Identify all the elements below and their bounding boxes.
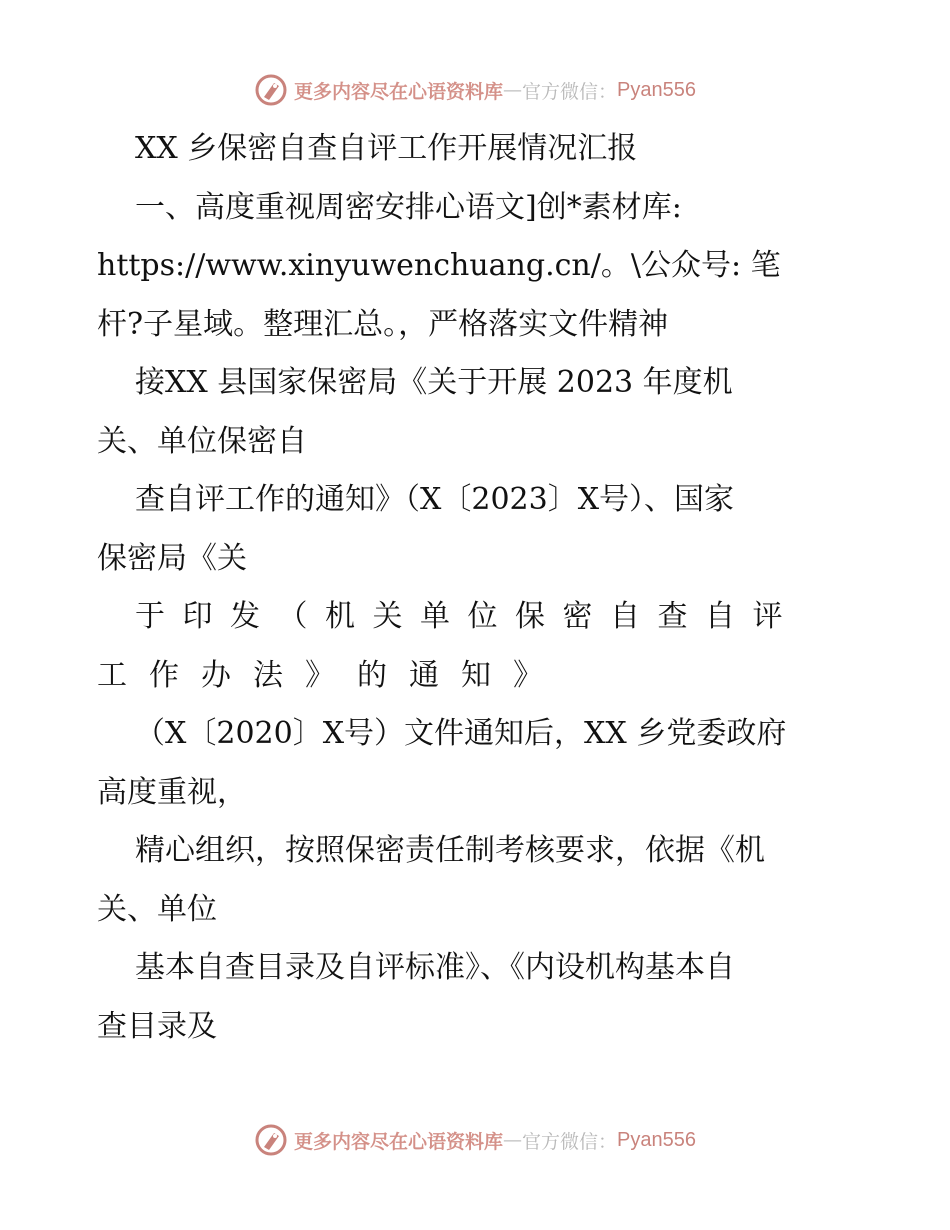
watermark-separator: — — [503, 79, 523, 101]
text-line: https://www.xinyuwenchuang.cn/。\公众号: 笔 — [97, 248, 781, 283]
text-line: 保密局《关 — [97, 540, 247, 576]
watermark-id: Pyan556 — [617, 78, 696, 101]
text-line: 工作办法》的通知》 — [97, 657, 565, 693]
header-watermark — [0, 70, 950, 110]
text-line: 高度重视， — [97, 774, 247, 810]
section-heading: 一、高度重视周密安排心语文]创*素材库: — [135, 189, 682, 225]
text-line: 关、单位 — [97, 891, 217, 927]
document-title: XX 乡保密自查自评工作开展情况汇报 — [135, 131, 638, 166]
text-line: （X〔2020〕X号）文件通知后，XX 乡党委政府 — [135, 716, 787, 751]
watermark-site-text: 更多内容尽在心语资料库 — [294, 1130, 504, 1153]
watermark-label: 官方微信： — [522, 1130, 618, 1153]
pen-nib-logo-icon — [254, 1123, 288, 1157]
text-line: 查目录及 — [97, 1008, 217, 1044]
text-line: 接XX 县国家保密局《关于开展 2023 年度机 — [135, 365, 733, 400]
text-line: 基本自查目录及自评标准》、《内设机构基本自 — [135, 950, 735, 985]
watermark-separator: — — [503, 1129, 523, 1151]
text-line: 查自评工作的通知》（X〔2023〕X号）、国家 — [135, 482, 735, 517]
text-line: 于印发（机关单位保密自查自评 — [135, 599, 800, 634]
document-body — [97, 120, 857, 1056]
pen-nib-logo-icon — [254, 73, 288, 107]
watermark-label: 官方微信： — [522, 80, 618, 103]
text-line: 杆?子星域。整理汇总。，严格落实文件精神 — [97, 306, 669, 342]
text-line: 关、单位保密自 — [97, 423, 307, 459]
watermark-site-text: 更多内容尽在心语资料库 — [294, 80, 504, 103]
watermark-id: Pyan556 — [617, 1128, 696, 1151]
footer-watermark — [0, 1120, 950, 1160]
text-line: 精心组织，按照保密责任制考核要求，依据《机 — [135, 833, 765, 868]
